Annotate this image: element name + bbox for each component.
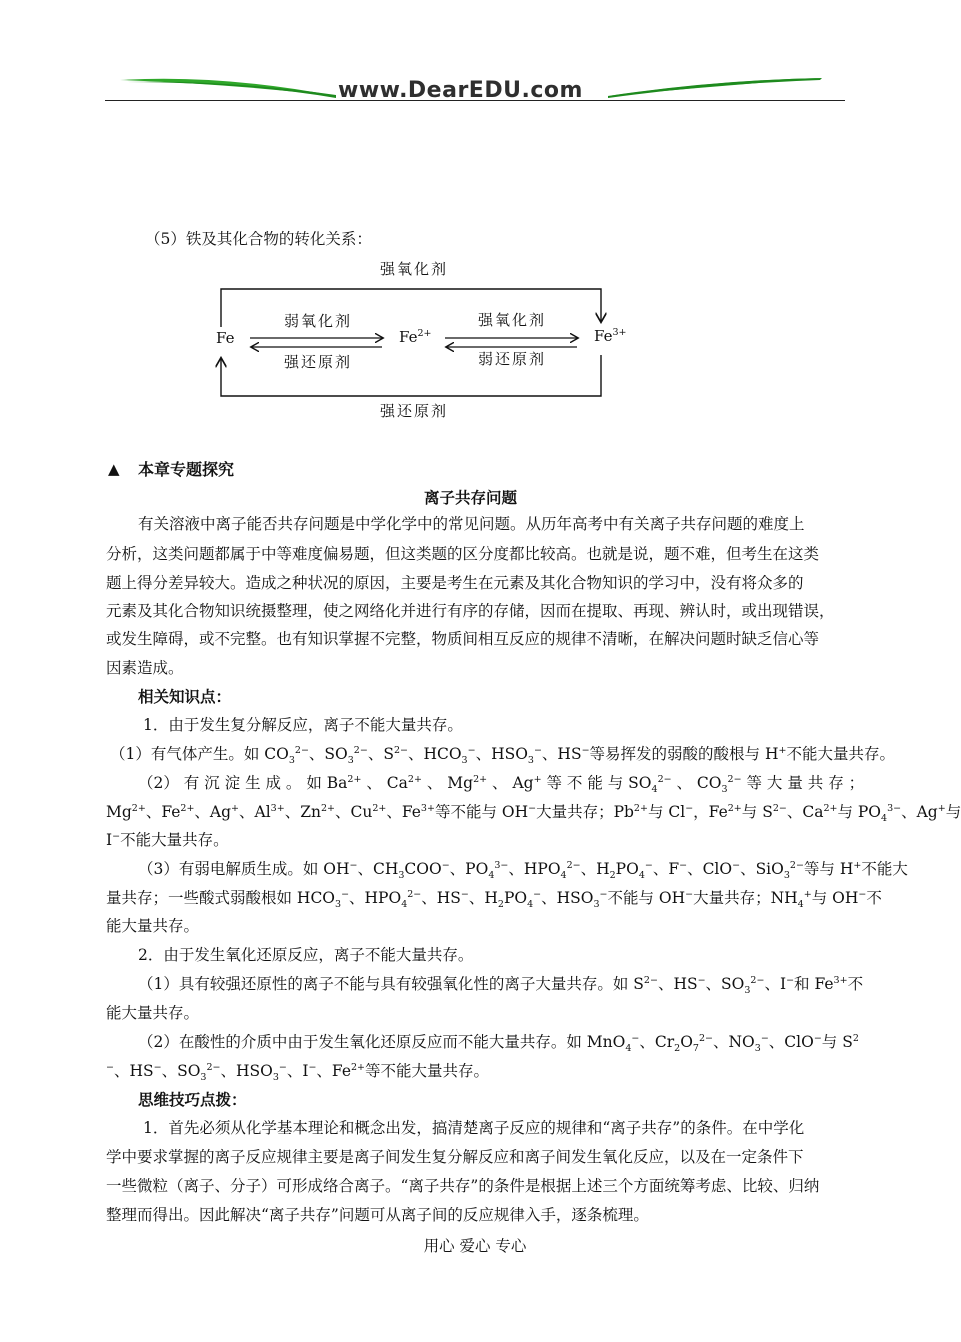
label-right-upper: 强氧化剂 [478,311,547,329]
point-2: 2．由于发生氧化还原反应，离子不能大量共存。 [138,946,474,964]
section5-title: （5）铁及其化合物的转化关系： [145,230,372,248]
thinking-line-2: 学中要求掌握的离子反应规律主要是离子间发生复分解反应和离子间发生氧化反应，以及在一定条件下 [106,1148,804,1166]
node-fe: Fe [216,329,235,347]
thinking-line-3: 一些微粒（离子、分子）可形成络合离子。“离子共存”的条件是根据上述三个方面统筹考虑、比较、归纳 [106,1177,820,1195]
thinking-line-4: 整理而得出。因此解决“离子共存”问题可从离子间的反应规律入手，逐条梳理。 [106,1206,649,1224]
related-title: 相关知识点： [138,688,232,706]
intro-line-6: 因素造成。 [106,659,184,677]
page-footer: 用心 爱心 专心 [423,1237,527,1255]
label-left-upper: 弱氧化剂 [284,312,353,330]
p1-2-line-3: I−不能大量共存。 [106,830,229,849]
p2-1-line-2: 能大量共存。 [106,1004,200,1022]
header-rule [105,100,845,101]
diagram-top-label: 强氧化剂 [380,260,449,278]
heading-triangle-icon: ▲ [108,460,120,478]
point-1: 1．由于发生复分解反应，离子不能大量共存。 [143,716,463,734]
p1-2-line-1: （2） 有 沉 淀 生 成 。 如 $Ba^{2+}$ 、 $Ca^{2+}$ 、 $Mg^{2+}$ 、 Ag+ 等 不 能 与 $SO_4^{2-}$ 、 $CO_3^{2-}$ 等 大 量 共 存 ； [138,773,865,796]
p2-1-line-1: （1）具有较强还原性的离子不能与具有较强氧化性的离子大量共存。如 $S^{2-}$、HS−、$SO_3^{2-}$、I−和 $Fe^{3+}$不 [138,974,864,997]
p2-2-line-1: （2）在酸性的介质中由于发生氧化还原反应而不能大量共存。如 MnO$_4$−、$Cr_2O_7^{2-}$、$NO_3^-$、ClO−与 $S^2$ [138,1032,859,1055]
p1-2-line-2: $Mg^{2+}$、$Fe^{2+}$、Ag+、$Al^{3+}$、$Zn^{2+}$、$Cu^{2+}$、$Fe^{3+}$等不能与 OH−大量共存；$Pb^{2+}$与 Cl−，$Fe^{2+}$与 $S^{2-}$、$Ca^{2+}$与 $PO_4^{3-}$、Ag+与 [106,802,961,825]
label-right-lower: 弱还原剂 [478,350,547,368]
p1-1-line: （1）有气体产生。如 $CO_3^{2-}$、$SO_3^{2-}$、$S^{2-}$、$HCO_3^-$、$HSO_3^-$、HS−等易挥发的弱酸的酸根与 H+不能大量共存。 [110,744,895,767]
chapter-heading: 本章专题探究 [138,460,235,479]
intro-line-4: 元素及其化合物知识统摄整理，使之网络化并进行有序的存储，因而在提取、再现、辨认时，或出现错误， [106,602,835,620]
p1-3-line-2: 量共存；一些酸式弱酸根如 $HCO_3^-$、$HPO_4^{2-}$、HS−、$H_2PO_4^-$、$HSO_3^-$不能与 OH−大量共存；$NH_4^+$与 OH−不 [106,888,882,911]
intro-line-2: 分析，这类问题都属于中等难度偏易题，但这类题的区分度都比较高。也就是说，题不难，但考生在这类 [106,545,820,563]
p1-3-line-3: 能大量共存。 [106,917,200,935]
chapter-subheading: 离子共存问题 [424,489,518,507]
thinking-title: 思维技巧点拨： [138,1091,247,1109]
site-logo-text[interactable]: www.DearEDU.com [338,78,583,103]
p1-3-line-1: （3）有弱电解质生成。如 OH−、$CH_3COO^-$、$PO_4^{3-}$、$HPO_4^{2-}$、$H_2PO_4^-$、F−、ClO−、SiO$_3^{2-}$等与 H+不能大 [138,859,908,882]
intro-line-3: 题上得分差异较大。造成之种状况的原因，主要是考生在元素及其化合物知识的学习中，没有将众多的 [106,574,804,592]
p2-2-line-2: −、HS−、$SO_3^{2-}$、$HSO_3^-$、I−、$Fe^{2+}$等不能大量共存。 [106,1061,490,1084]
intro-line-5: 或发生障碍，或不完整。也有知识掌握不完整，物质间相互反应的规律不清晰，在解决问题时缺乏信心等 [106,630,820,648]
diagram-bottom-label: 强还原剂 [380,402,449,420]
iron-conversion-diagram [200,255,650,425]
intro-line-1: 有关溶液中离子能否共存问题是中学化学中的常见问题。从历年高考中有关离子共存问题的难度上 [138,515,805,533]
label-left-lower: 强还原剂 [284,353,353,371]
thinking-line-1: 1．首先必须从化学基本理论和概念出发，搞清楚离子反应的规律和“离子共存”的条件。在中学化 [143,1119,805,1137]
node-fe2: $Fe^{2+}$ [399,328,432,346]
node-fe3: $Fe^{3+}$ [594,327,627,345]
